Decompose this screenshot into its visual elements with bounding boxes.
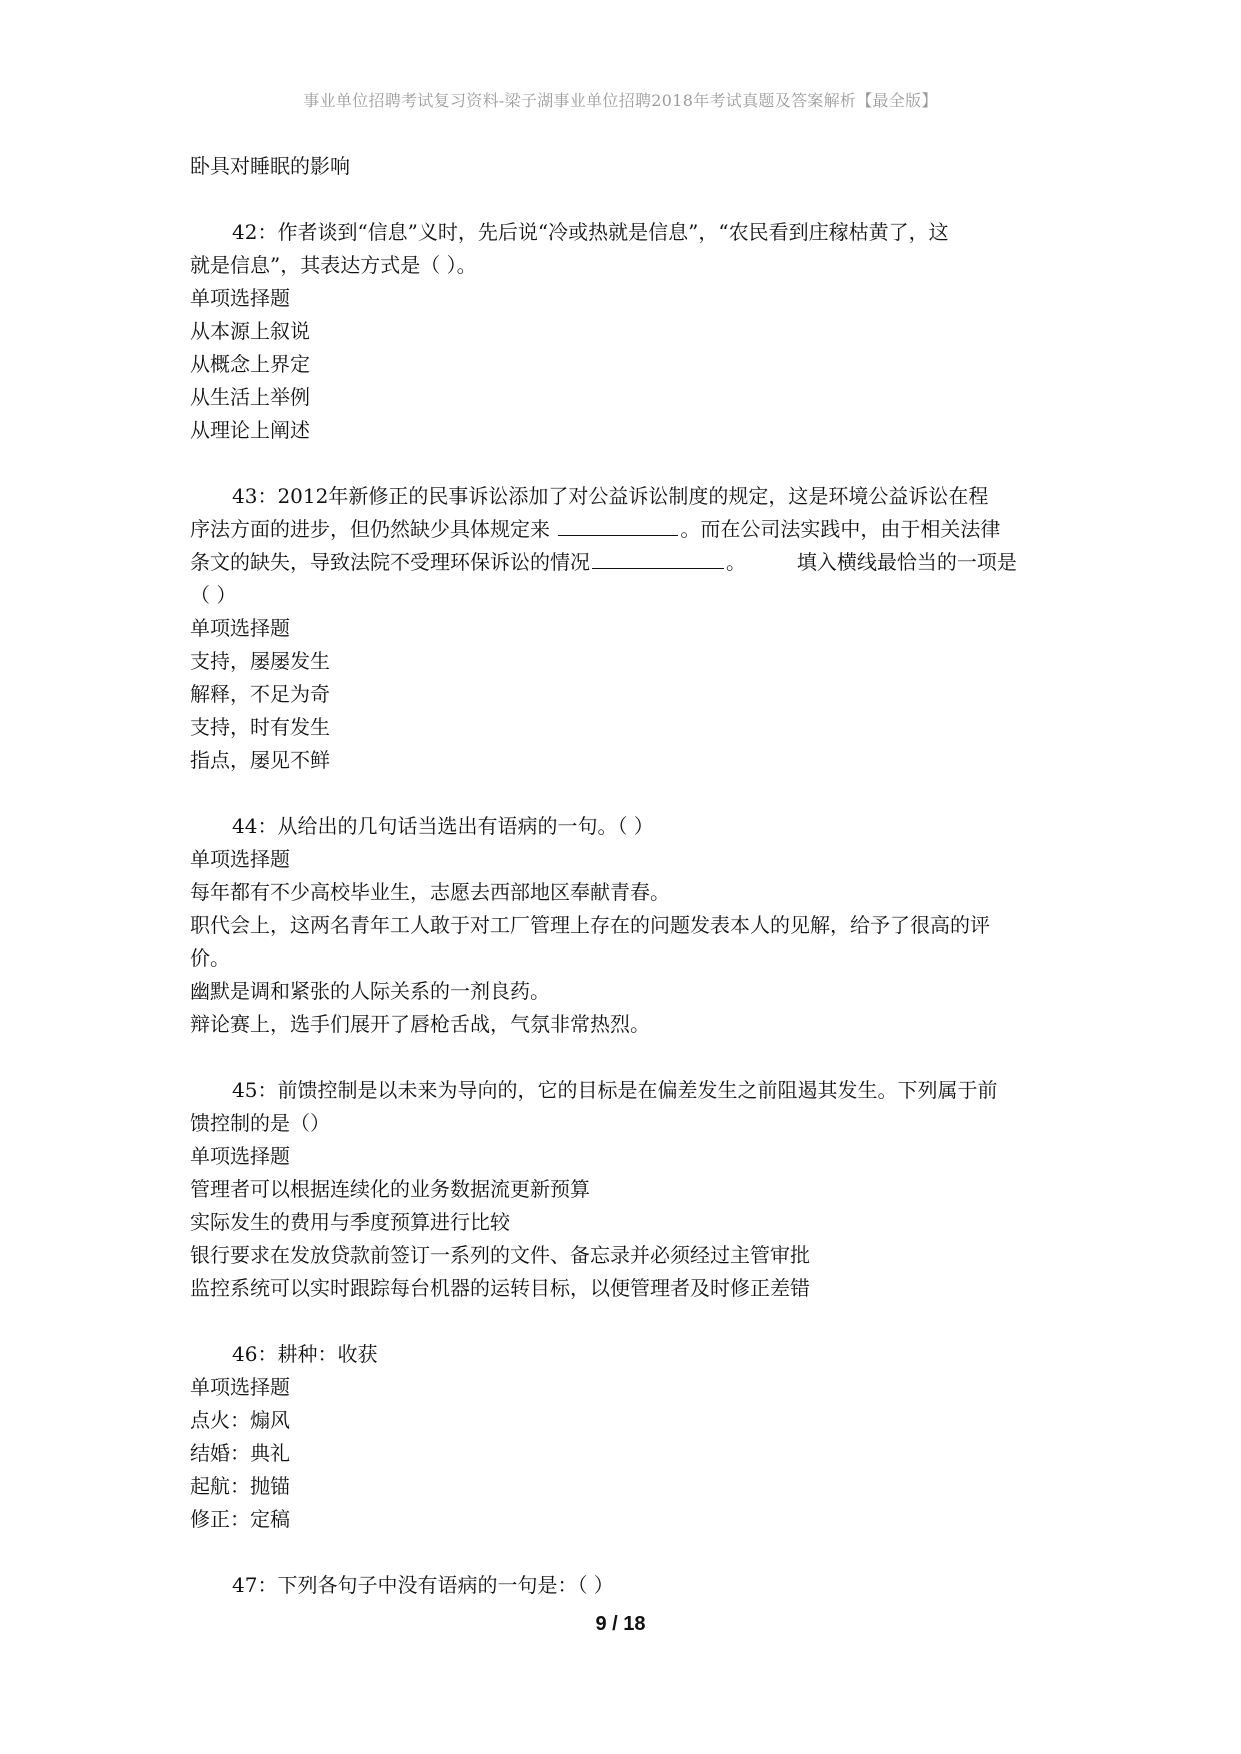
option: 从理论上阐述 <box>190 418 310 442</box>
option: 从本源上叙说 <box>190 319 310 343</box>
question-47 <box>190 1569 1060 1602</box>
stem-text: 条文的缺失，导致法院不受理环保诉讼的情况 <box>190 550 590 574</box>
question-stem: 46：耕种：收获 <box>232 1342 378 1366</box>
option: 每年都有不少高校毕业生，志愿去西部地区奉献青春。 <box>190 880 670 904</box>
option: 结婚：典礼 <box>190 1441 290 1465</box>
option: 支持，时有发生 <box>190 715 330 739</box>
spacer <box>190 183 1060 216</box>
option: 监控系统可以实时跟踪每台机器的运转目标，以便管理者及时修正差错 <box>190 1276 810 1300</box>
question-46 <box>190 1338 1060 1536</box>
question-stem: 馈控制的是（） <box>190 1111 330 1135</box>
option: 解释，不足为奇 <box>190 682 330 706</box>
fill-blank <box>592 548 724 569</box>
option: 价。 <box>190 946 230 970</box>
spacer <box>190 1536 1060 1569</box>
option: 从生活上举例 <box>190 385 310 409</box>
question-42 <box>190 216 1060 447</box>
question-type: 单项选择题 <box>190 1375 290 1399</box>
question-stem: 45：前馈控制是以未来为导向的，它的目标是在偏差发生之前阻遏其发生。下列属于前 <box>232 1078 998 1102</box>
option: 辩论赛上，选手们展开了唇枪舌战，气氛非常热烈。 <box>190 1012 650 1036</box>
question-stem: 47：下列各句子中没有语病的一句是：（ ） <box>232 1573 614 1597</box>
option: 银行要求在发放贷款前签订一系列的文件、备忘录并必须经过主管审批 <box>190 1243 810 1267</box>
question-stem: 42：作者谈到“信息”义时，先后说“冷或热就是信息”，“农民看到庄稼枯黄了，这 <box>232 220 949 244</box>
option: 幽默是调和紧张的人际关系的一剂良药。 <box>190 979 550 1003</box>
question-stem: （ ） <box>190 583 237 607</box>
spacer <box>190 447 1060 480</box>
spacer <box>190 1041 1060 1074</box>
option: 修正：定稿 <box>190 1507 290 1531</box>
stem-text: 。 填入横线最恰当的一项是 <box>726 550 1017 574</box>
question-stem <box>190 546 1060 579</box>
question-type: 单项选择题 <box>190 286 290 310</box>
option: 起航：抛锚 <box>190 1474 290 1498</box>
option: 从概念上界定 <box>190 352 310 376</box>
stem-text: 序法方面的进步，但仍然缺少具体规定来 <box>190 517 557 541</box>
question-43 <box>190 480 1060 777</box>
option: 支持，屡屡发生 <box>190 649 330 673</box>
question-45 <box>190 1074 1060 1305</box>
question-type: 单项选择题 <box>190 616 290 640</box>
question-stem <box>190 513 1060 546</box>
document-body <box>190 150 1060 1602</box>
page-number: 9 / 18 <box>595 1613 646 1635</box>
fill-blank <box>558 515 678 536</box>
option: 指点，屡见不鲜 <box>190 748 330 772</box>
page-header: 事业单位招聘考试复习资料-梁子湖事业单位招聘2018年考试真题及答案解析【最全版】 <box>303 91 938 110</box>
question-stem: 43：2012年新修正的民事诉讼添加了对公益诉讼制度的规定，这是环境公益诉讼在程 <box>232 484 989 508</box>
intro-line: 卧具对睡眠的影响 <box>190 154 350 178</box>
option: 管理者可以根据连续化的业务数据流更新预算 <box>190 1177 590 1201</box>
option: 职代会上，这两名青年工人敢于对工厂管理上存在的问题发表本人的见解，给予了很高的评 <box>190 913 990 937</box>
question-stem: 就是信息”，其表达方式是（ ）。 <box>190 253 477 277</box>
stem-text: 。而在公司法实践中，由于相关法律 <box>680 517 1001 541</box>
question-type: 单项选择题 <box>190 847 290 871</box>
option: 实际发生的费用与季度预算进行比较 <box>190 1210 510 1234</box>
question-type: 单项选择题 <box>190 1144 290 1168</box>
option: 点火：煽风 <box>190 1408 290 1432</box>
question-stem: 44：从给出的几句话当选出有语病的一句。（ ） <box>232 814 654 838</box>
spacer <box>190 1305 1060 1338</box>
spacer <box>190 777 1060 810</box>
question-44 <box>190 810 1060 1041</box>
